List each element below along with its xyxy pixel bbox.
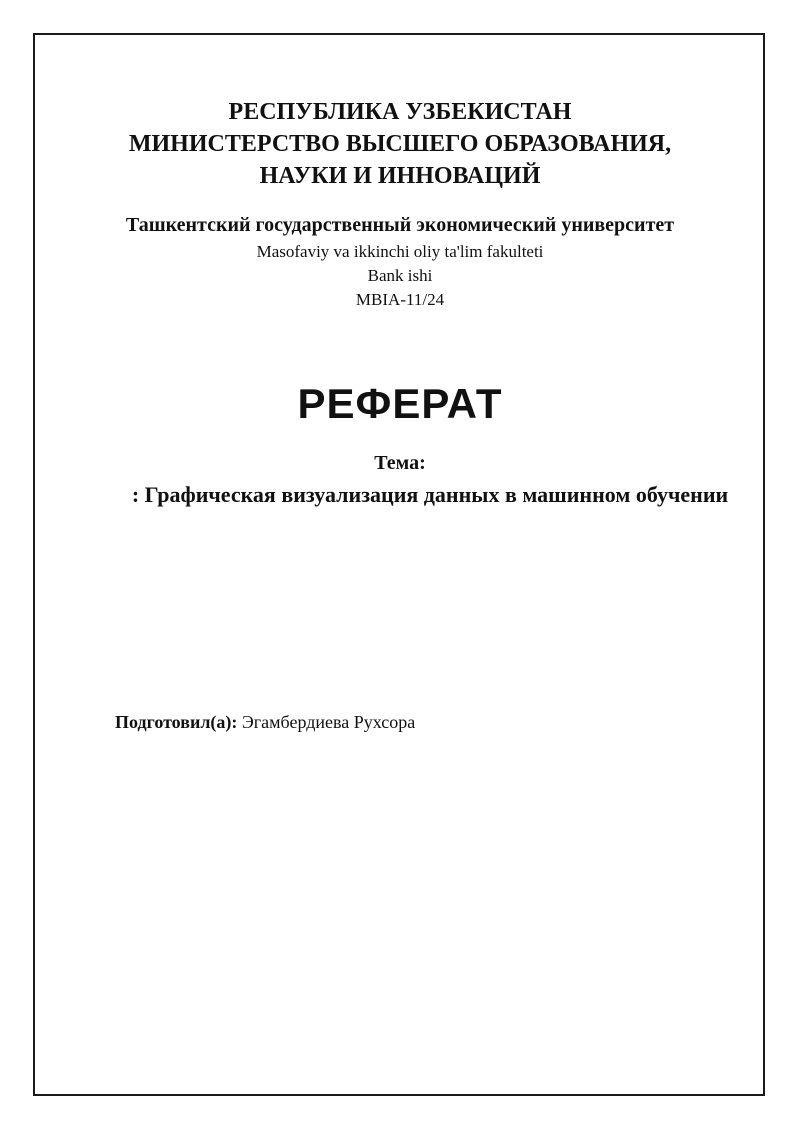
header-line-country: РЕСПУБЛИКА УЗБЕКИСТАН [228,99,572,125]
topic-label: Тема: [374,452,426,474]
document-type-title: РЕФЕРАТ [297,380,503,427]
page-border [33,33,765,1096]
header-line-ministry: МИНИСТЕРСТВО ВЫСШЕГО ОБРАЗОВАНИЯ, [128,131,672,157]
faculty-name: Masofaviy va ikkinchi oliy ta'lim fakulteti [256,242,544,261]
author-name: Эгамбердиева Рухсора [241,712,416,732]
group-code: MBIA-11/24 [355,290,445,309]
topic-text: : Графическая визуализация данных в машинном обучении [131,482,729,507]
author-line [115,710,415,734]
country-ministry-header [0,96,800,192]
header-line-ministry-cont: НАУКИ И ИННОВАЦИЙ [259,163,541,189]
university-meta [0,240,800,312]
author-label: Подготовил(а): [115,712,238,732]
department-name: Bank ishi [367,266,433,285]
university-name: Ташкентский государственный экономический университет [125,214,675,236]
